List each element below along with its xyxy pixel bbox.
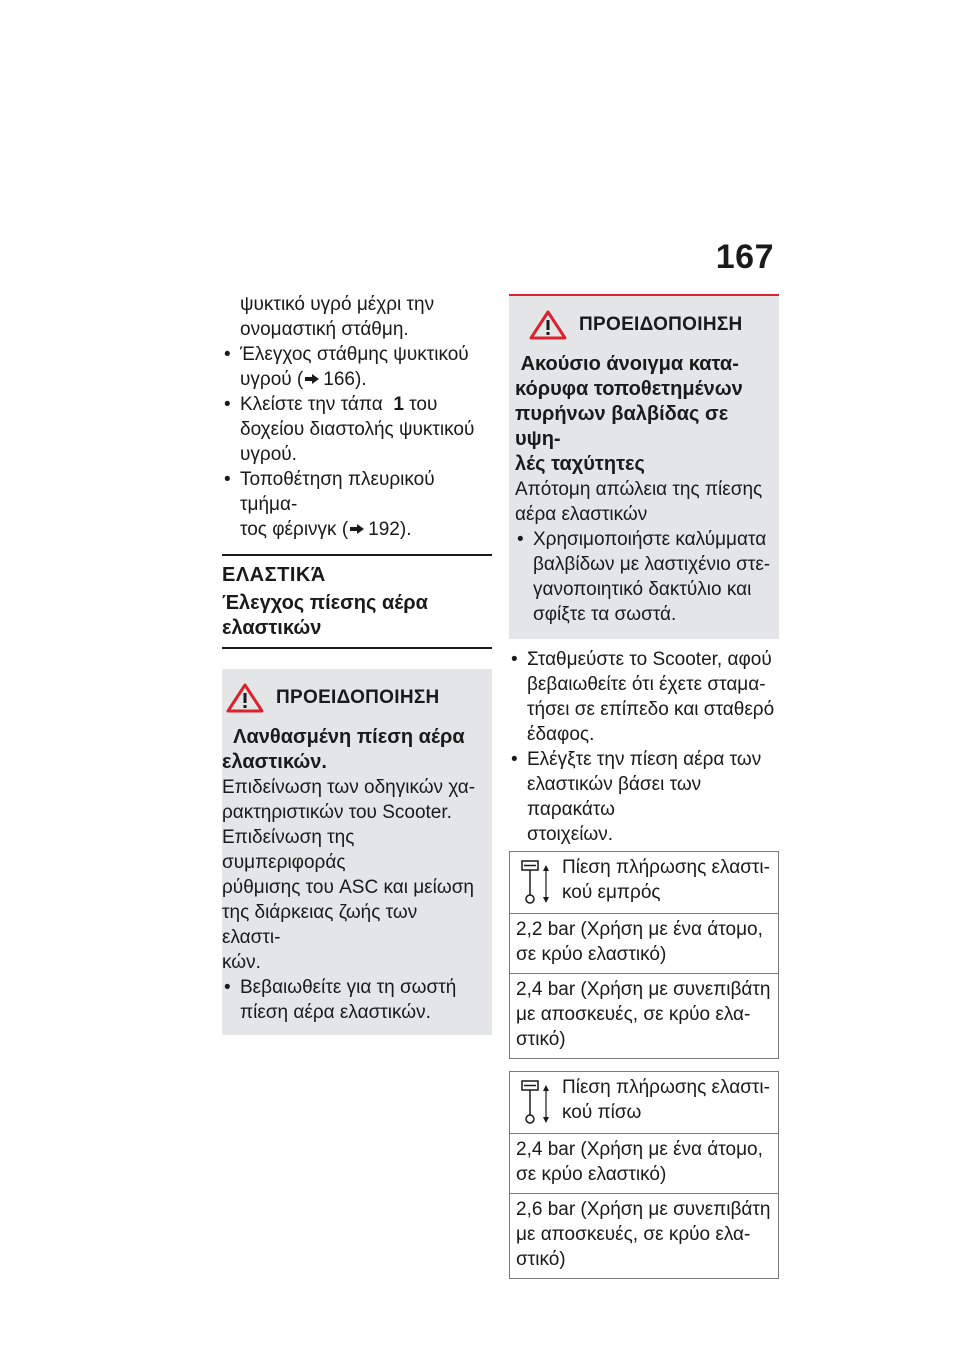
table-cell: 2,2 bar (Χρήση με ένα άτομο, σε κρύο ελαστικό) xyxy=(510,914,779,974)
list-item: • Κλείστε την τάπα 1 του δοχείου διαστολής ψυκτικού υγρού. xyxy=(222,392,492,467)
section-title: ΕΛΑΣΤΙΚΆ xyxy=(222,564,326,586)
page-reference-arrow-icon xyxy=(305,374,319,384)
page-link[interactable]: 192). xyxy=(368,519,412,540)
warning-box xyxy=(509,294,779,639)
warning-title: Λανθασμένη πίεση αέρα ελαστικών. xyxy=(222,726,465,773)
table-cell: 2,6 bar (Χρήση με συνεπιβάτη με αποσκευές, σε κρύο ελα- στικό) xyxy=(510,1194,779,1279)
warning-bullet: • Χρησιμοποιήστε καλύμματα βαλβίδων με λαστιχένιο στε- γανοποιητικό δακτύλιο και σφίξτε τα σωστά. xyxy=(515,527,773,627)
table-header-cell: Πίεση πλήρωσης ελαστι- κού πίσω xyxy=(510,1072,779,1134)
warning-label: ΠΡΟΕΙΔΟΠΟΙΗΣΗ xyxy=(579,314,743,335)
table-cell: 2,4 bar (Χρήση με ένα άτομο, σε κρύο ελαστικό) xyxy=(510,1134,779,1194)
warning-box xyxy=(222,669,492,1035)
warning-bullet: • Βεβαιωθείτε για τη σωστή πίεση αέρα ελαστικών. xyxy=(222,975,480,1025)
tire-pressure-icon xyxy=(516,1077,556,1127)
warning-label: ΠΡΟΕΙΔΟΠΟΙΗΣΗ xyxy=(276,687,440,708)
table-cell: 2,4 bar (Χρήση με συνεπιβάτη με αποσκευές, σε κρύο ελα- στικό) xyxy=(510,974,779,1059)
callout-number: 1 xyxy=(393,394,404,415)
section-divider xyxy=(222,554,492,556)
list-item: • Ελέγξτε την πίεση αέρα των ελαστικών βάσει των παρακάτω στοιχείων. xyxy=(509,747,779,847)
warning-triangle-icon xyxy=(226,683,264,713)
warning-body: Επιδείνωση των οδηγικών χα- ρακτηριστικών του Scooter. Επιδείνωση της συμπεριφοράς ρύθμισης του ASC και μείωση της διάρκειας ζωής των ελαστι- κών. xyxy=(222,777,476,973)
right-column xyxy=(509,294,779,1279)
warning-triangle-icon xyxy=(529,310,567,340)
page-reference-arrow-icon xyxy=(350,524,364,534)
intro-text: ψυκτικό υγρό μέχρι την ονομαστική στάθμη. xyxy=(240,294,435,340)
list-item: • Σταθμεύστε το Scooter, αφού βεβαιωθείτε ότι έχετε σταμα- τήσει σε επίπεδο και σταθερό έδαφος. xyxy=(509,647,779,747)
warning-title: Ακούσιο άνοιγμα κατα- κόρυφα τοποθετημένων πυρήνων βαλβίδας σε υψη- λές ταχύτητες xyxy=(515,353,743,475)
table-header-cell: Πίεση πλήρωσης ελαστι- κού εμπρός xyxy=(510,852,779,914)
list-item: • Τοποθέτηση πλευρικού τμήμα- τος φέρινγκ ( 192). xyxy=(222,467,492,542)
subsection-title: Έλεγχος πίεσης αέρα ελαστικών xyxy=(222,592,428,639)
rear-tire-pressure-table xyxy=(509,1071,779,1279)
list-item: • Έλεγχος στάθμης ψυκτικού υγρού ( 166). xyxy=(222,342,492,392)
tire-pressure-icon xyxy=(516,857,556,907)
warning-body: Απότομη απώλεια της πίεσης αέρα ελαστικών xyxy=(515,479,763,525)
left-column xyxy=(222,292,492,1035)
front-tire-pressure-table xyxy=(509,851,779,1059)
page-number: 167 xyxy=(715,238,774,276)
subsection-divider xyxy=(222,647,492,649)
page-link[interactable]: 166). xyxy=(323,369,367,390)
